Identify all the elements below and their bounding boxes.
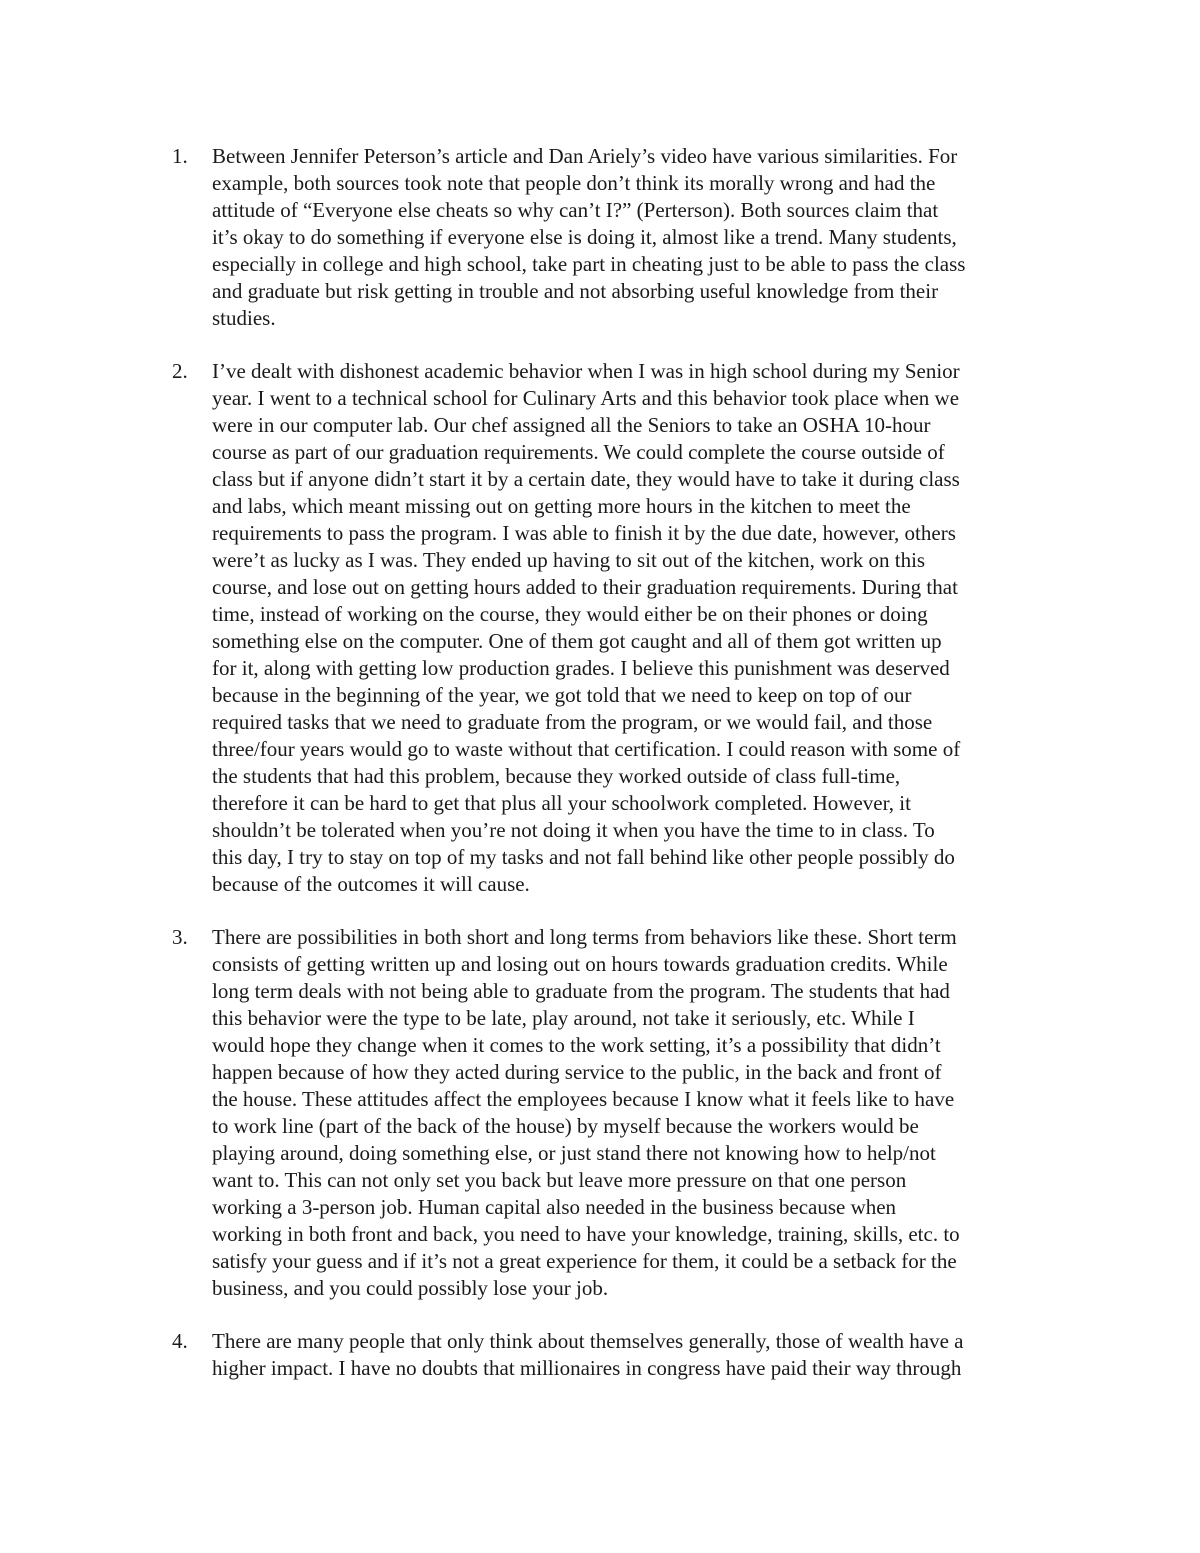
item-paragraph: I’ve dealt with dishonest academic behavior when I was in high school during my Senior year. I went to a technical school for Culinary Arts and this behavior took place when we were in our computer lab. Our chef assigned all the Seniors to take an OSHA 10-hour course as part of our graduation requirements. We could complete the course outside of class but if anyone didn’t start it by a certain date, they would have to take it during class and labs, which meant missing out on getting more hours in the kitchen to meet the requirements to pass the program. I was able to finish it by the due date, however, others were’t as lucky as I was. They ended up having to sit out of the kitchen, work on this course, and lose out on getting hours added to their graduation requirements. During that time, instead of working on the course, they would either be on their phones or doing something else on the computer. One of them got caught and all of them got written up for it, along with getting low production grades. I believe this punishment was deserved because in the beginning of the year, we got told that we need to keep on top of our required tasks that we need to graduate from the program, or we would fail, and those three/four years would go to waste without that certification. I could reason with some of the students that had this problem, because they worked outside of class full-time, therefore it can be hard to get that plus all your schoolwork completed. However, it shouldn’t be tolerated when you’re not doing it when you have the time to in class. To this day, I try to stay on top of my tasks and not fall behind like other people possibly do because of the outcomes it will cause. (212, 359, 961, 896)
item-number: 4. (172, 1329, 188, 1353)
list-item (172, 358, 1072, 898)
list-item (172, 924, 1072, 1302)
item-number: 3. (172, 925, 188, 949)
item-paragraph: Between Jennifer Peterson’s article and Dan Ariely’s video have various similarities. For example, both sources took note that people don’t think its morally wrong and had the attitude of “Everyone else cheats so why can’t I?” (Perterson). Both sources claim that it’s okay to do something if everyone else is doing it, almost like a trend. Many students, especially in college and high school, take part in cheating just to be able to pass the class and graduate but risk getting in trouble and not absorbing useful knowledge from their studies. (212, 144, 966, 330)
list-item (172, 1328, 1072, 1382)
item-number: 2. (172, 359, 188, 383)
numbered-answer-list (172, 143, 1072, 1408)
item-paragraph: There are possibilities in both short and long terms from behaviors like these. Short term consists of getting written up and losing out on hours towards graduation credits. While long term deals with not being able to graduate from the program. The students that had this behavior were the type to be late, play around, not take it seriously, etc. While I would hope they change when it comes to the work setting, it’s a possibility that didn’t happen because of how they acted during service to the public, in the back and front of the house. These attitudes affect the employees because I know what it feels like to have to work line (part of the back of the house) by myself because the workers would be playing around, doing something else, or just stand there not knowing how to help/not want to. This can not only set you back but leave more pressure on that one person working a 3-person job. Human capital also needed in the business because when working in both front and back, you need to have your knowledge, training, skills, etc. to satisfy your guess and if it’s not a great experience for them, it could be a setback for the business, and you could possibly lose your job. (212, 925, 960, 1300)
list-item (172, 143, 1072, 332)
item-paragraph: There are many people that only think about themselves generally, those of wealth have a higher impact. I have no doubts that millionaires in congress have paid their way through (212, 1329, 964, 1380)
item-number: 1. (172, 144, 188, 168)
